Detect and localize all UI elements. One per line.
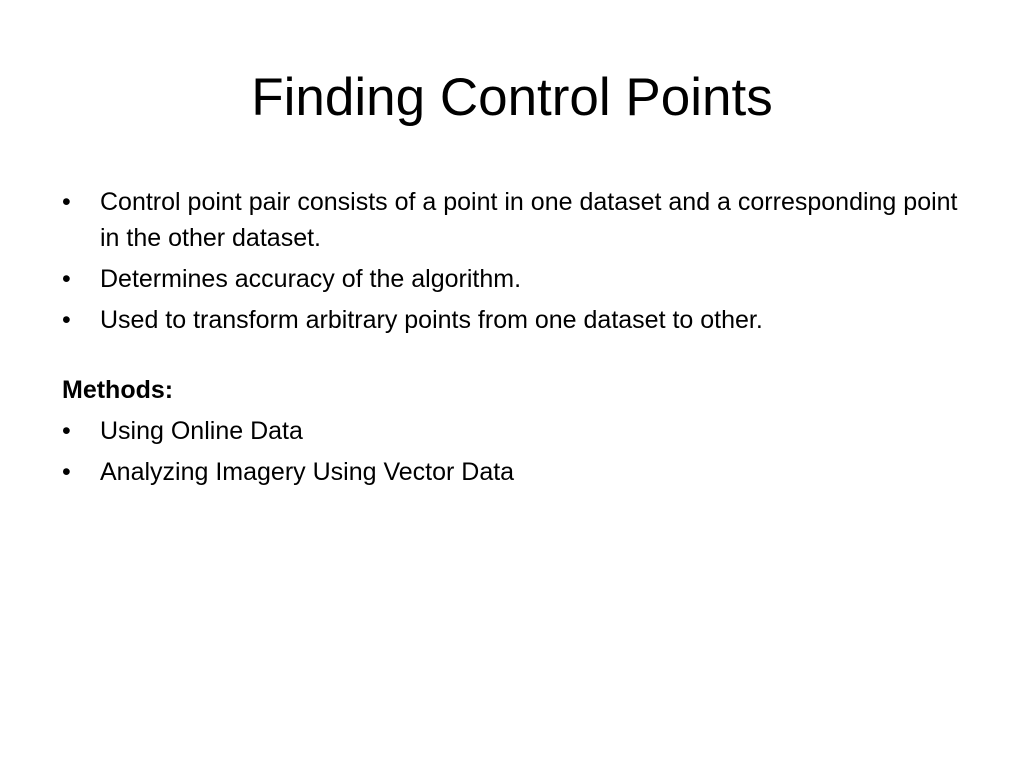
bullet-text: Used to transform arbitrary points from one dataset to other. bbox=[100, 306, 763, 334]
bullet-icon: • bbox=[62, 265, 71, 293]
methods-heading: Methods: bbox=[62, 376, 174, 404]
method-item bbox=[62, 413, 962, 449]
bullet-icon: • bbox=[62, 306, 71, 334]
bullet-text: Control point pair consists of a point in one dataset and a corresponding point in the other dataset. bbox=[100, 188, 958, 252]
bullet-icon: • bbox=[62, 458, 71, 486]
slide-body bbox=[62, 184, 962, 495]
method-item bbox=[62, 454, 962, 490]
bullet-text: Determines accuracy of the algorithm. bbox=[100, 265, 522, 293]
bullet-list bbox=[62, 184, 962, 338]
bullet-item bbox=[62, 302, 962, 338]
methods-list bbox=[62, 413, 962, 490]
slide-title: Finding Control Points bbox=[251, 68, 773, 127]
bullet-item bbox=[62, 184, 962, 256]
method-text: Analyzing Imagery Using Vector Data bbox=[100, 458, 515, 486]
bullet-icon: • bbox=[62, 188, 71, 216]
bullet-icon: • bbox=[62, 417, 71, 445]
bullet-item bbox=[62, 261, 962, 297]
method-text: Using Online Data bbox=[100, 417, 303, 445]
